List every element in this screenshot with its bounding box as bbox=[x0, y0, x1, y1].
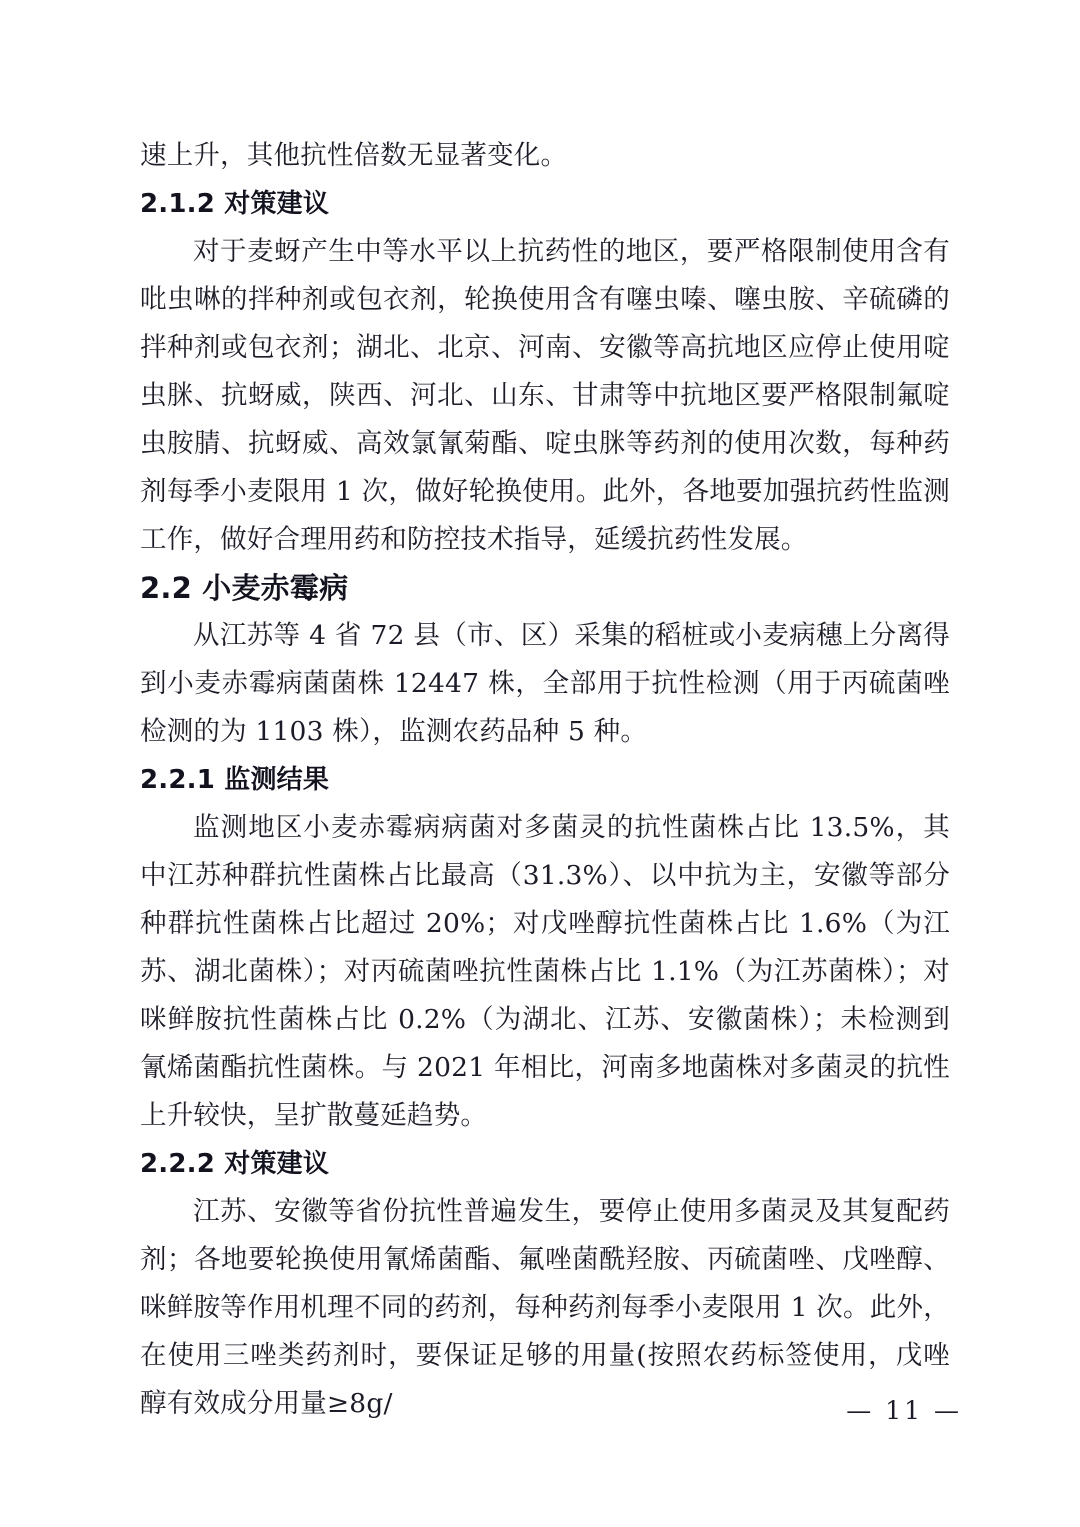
paragraph-2-2-2: 江苏、安徽等省份抗性普遍发生，要停止使用多菌灵及其复配药剂；各地要轮换使用氰烯菌酯、氟唑菌酰羟胺、丙硫菌唑、戊唑醇、咪鲜胺等作用机理不同的药剂，每种药剂每季小麦限用 1 次。此外，在使用三唑类药剂时，要保证足够的用量(按照农药标签使用，戊唑醇有效成分用量≥8g/ bbox=[140, 1196, 950, 1419]
page-footer bbox=[0, 1396, 1080, 1425]
heading-2-2-1: 2.2.1 监测结果 bbox=[140, 765, 330, 795]
page-number: — 11 — bbox=[846, 1396, 962, 1425]
continued-paragraph: 速上升，其他抗性倍数无显著变化。 bbox=[140, 140, 568, 171]
paragraph-2-2: 从江苏等 4 省 72 县（市、区）采集的稻桩或小麦病穗上分离得到小麦赤霉病菌菌株 12447 株，全部用于抗性检测（用于丙硫菌唑检测的为 1103 株），监测农药品种 5 种。 bbox=[140, 620, 950, 747]
paragraph-2-2-1: 监测地区小麦赤霉病病菌对多菌灵的抗性菌株占比 13.5%，其中江苏种群抗性菌株占比最高（31.3%）、以中抗为主，安徽等部分种群抗性菌株占比超过 20%；对戊唑醇抗性菌株占比 1.6%（为江苏、湖北菌株）；对丙硫菌唑抗性菌株占比 1.1%（为江苏菌株）；对咪鲜胺抗性菌株占比 0.2%（为湖北、江苏、安徽菌株）；未检测到氰烯菌酯抗性菌株。与 2021 年相比，河南多地菌株对多菌灵的抗性上升较快，呈扩散蔓延趋势。 bbox=[140, 812, 950, 1131]
paragraph-2-1-2: 对于麦蚜产生中等水平以上抗药性的地区，要严格限制使用含有吡虫啉的拌种剂或包衣剂，轮换使用含有噻虫嗪、噻虫胺、辛硫磷的拌种剂或包衣剂；湖北、北京、河南、安徽等高抗地区应停止使用啶虫脒、抗蚜威，陕西、河北、山东、甘肃等中抗地区要严格限制氟啶虫胺腈、抗蚜威、高效氯氰菊酯、啶虫脒等药剂的使用次数，每种药剂每季小麦限用 1 次，做好轮换使用。此外，各地要加强抗药性监测工作，做好合理用药和防控技术指导，延缓抗药性发展。 bbox=[140, 236, 950, 555]
heading-2-2-2: 2.2.2 对策建议 bbox=[140, 1149, 330, 1179]
heading-2-1-2: 2.1.2 对策建议 bbox=[140, 189, 330, 219]
page-content bbox=[140, 132, 950, 1428]
heading-2-2: 2.2 小麦赤霉病 bbox=[140, 571, 349, 605]
